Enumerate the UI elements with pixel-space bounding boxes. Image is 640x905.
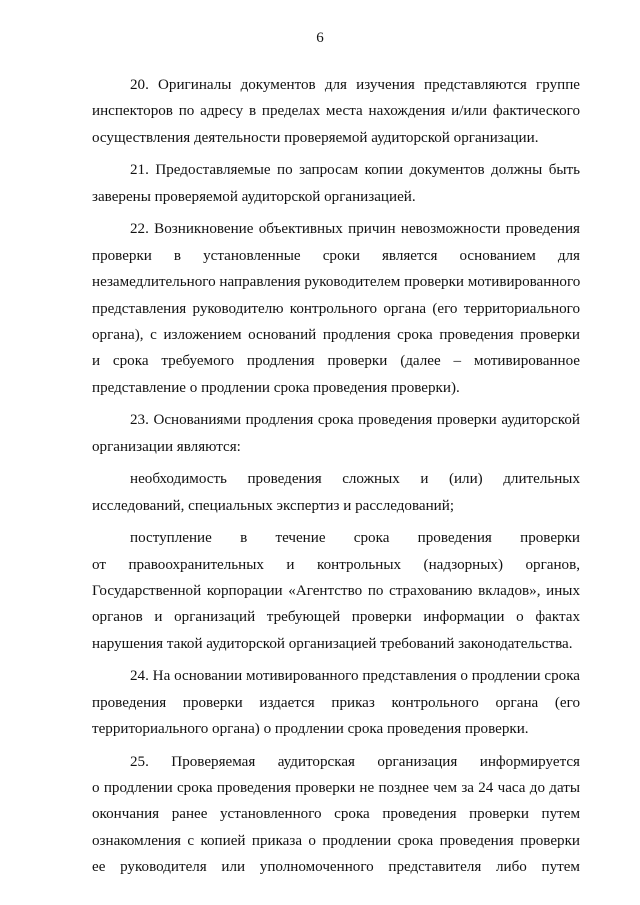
text-line: от правоохранительных и контрольных (надзорных) органов,: [92, 556, 580, 573]
text-line: инспекторов по адресу в пределах места нахождения и/или фактического: [92, 103, 580, 120]
text-line: нарушения такой аудиторской организацией требований законодательства.: [92, 635, 573, 652]
text-line: 25. Проверяемая аудиторская организация информируется: [130, 753, 580, 770]
paragraph-22: [92, 216, 580, 401]
text-line: представление о продлении срока проведения проверки).: [92, 379, 460, 396]
text-line: окончания ранее установленного срока проведения проверки путем: [92, 806, 580, 823]
paragraph-23-item-1: [92, 466, 580, 519]
page-number: 6: [316, 30, 324, 46]
text-line: незамедлительного направления руководителем проверки мотивированного: [92, 274, 580, 291]
text-line: 23. Основаниями продления срока проведения проверки аудиторской: [130, 412, 580, 429]
paragraph-23-item-2: [92, 525, 580, 657]
text-line: представления руководителю контрольного органа (его территориального: [92, 300, 580, 317]
text-line: поступление в течение срока проведения проверки: [130, 530, 580, 547]
paragraph-21: [92, 157, 580, 210]
text-line: ее руководителя или уполномоченного представителя либо путем: [92, 859, 580, 876]
text-line: проверки в установленные сроки является основанием для: [92, 247, 580, 264]
paragraph-24: [92, 663, 580, 742]
text-line: 22. Возникновение объективных причин невозможности проведения: [130, 221, 580, 238]
text-line: ознакомления с копией приказа о продлении срока проведения проверки: [92, 832, 580, 849]
text-line: проведения проверки издается приказ контрольного органа (его: [92, 694, 580, 711]
text-line: о продлении срока проведения проверки не позднее чем за 24 часа до даты: [92, 780, 580, 797]
paragraph-25: [92, 749, 580, 881]
text-line: заверены проверяемой аудиторской организацией.: [92, 188, 416, 205]
document-body: [92, 72, 580, 881]
text-line: исследований, специальных экспертиз и расследований;: [92, 497, 455, 514]
text-line: органов и организаций требующей проверки информации о фактах: [92, 609, 580, 626]
text-line: 24. На основании мотивированного представления о продлении срока: [130, 668, 580, 685]
text-line: организации являются:: [92, 438, 241, 455]
text-line: и срока требуемого продления проверки (далее – мотивированное: [92, 353, 580, 370]
text-line: необходимость проведения сложных и (или) длительных: [130, 471, 580, 488]
text-line: 20. Оригиналы документов для изучения представляются группе: [130, 77, 580, 93]
text-line: Государственной корпорации «Агентство по страхованию вкладов», иных: [92, 582, 580, 599]
paragraph-20: [92, 72, 580, 151]
paragraph-23: [92, 407, 580, 460]
text-line: территориального органа) о продлении срока проведения проверки.: [92, 721, 529, 738]
text-line: органа), с изложением оснований продления срока проведения проверки: [92, 326, 580, 343]
text-line: 21. Предоставляемые по запросам копии документов должны быть: [130, 162, 580, 179]
text-line: осуществления деятельности проверяемой аудиторской организации.: [92, 129, 539, 146]
